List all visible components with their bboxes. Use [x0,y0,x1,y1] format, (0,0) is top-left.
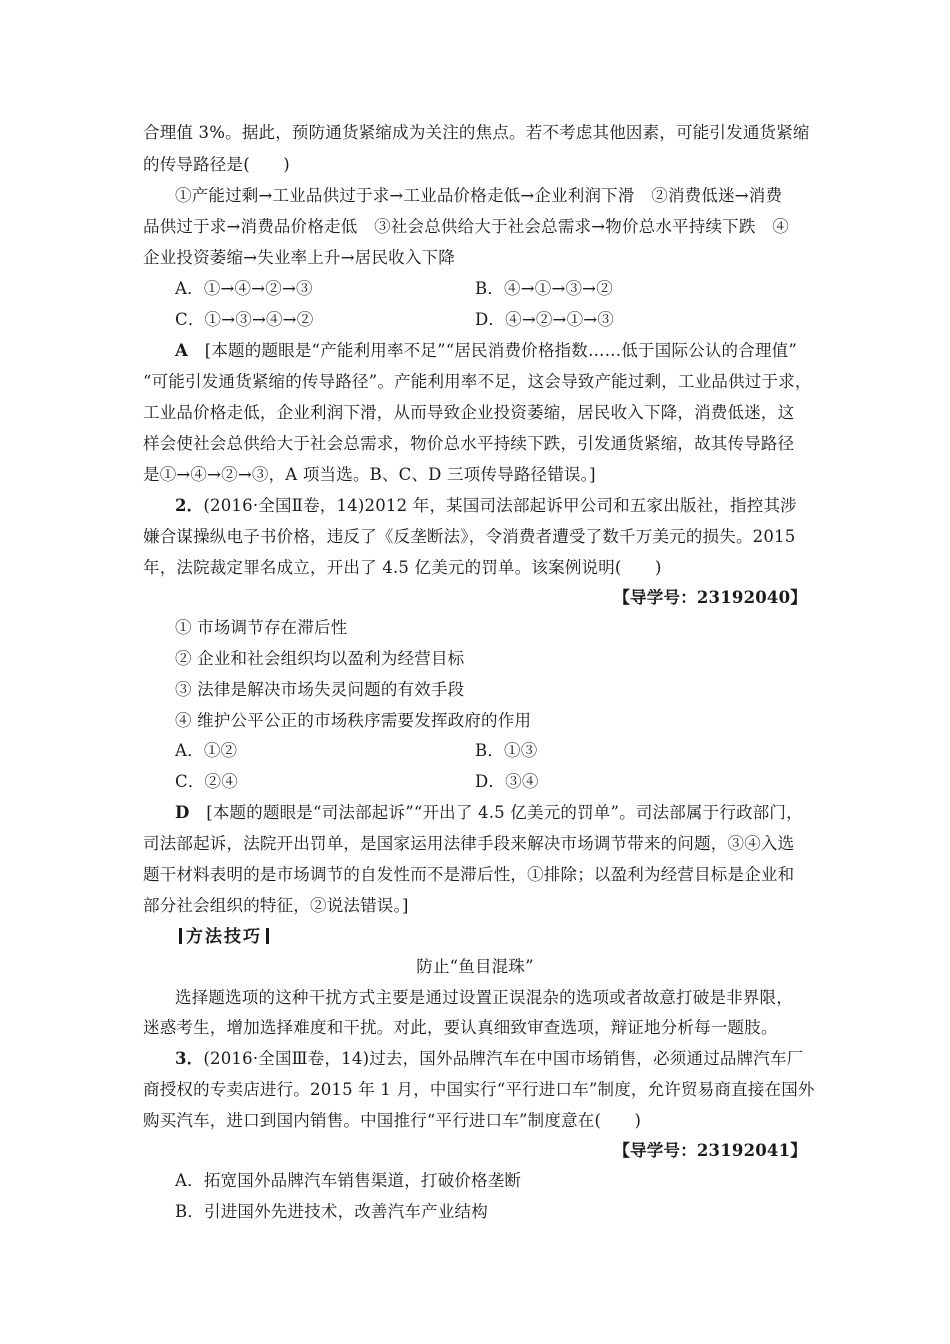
q2-item-2: ② 企业和社会组织均以盈利为经营目标 [175,649,465,668]
q2-stem-line-1 [175,496,797,516]
q2-item-3: ③ 法律是解决市场失灵问题的有效手段 [175,680,465,699]
method-heading [175,927,273,947]
q2-answer-letter: D [175,803,190,822]
q2-stem-line-2: 嫌合谋操纵电子书价格，违反了《反垄断法》，令消费者遭受了数千万美元的损失。2015 [143,527,796,546]
q1-analysis-line-3: 工业品价格走低，企业利润下滑，从而导致企业投资萎缩，居民收入下降，消费低迷，这 [143,403,795,422]
method-line-2: 迷惑考生，增加选择难度和干扰。对此，要认真细致审查选项，辩证地分析每一题肢。 [143,1018,778,1037]
q2-analysis-line-4: 部分社会组织的特征，②说法错误。] [143,896,409,915]
q3-number: 3． [175,1049,204,1068]
q1-option-a: A．①→④→②→③ [175,279,313,298]
heading-bar-right [266,928,269,944]
q2-number: 2． [175,496,204,515]
q2-stem-line-3: 年，法院裁定罪名成立，开出了 4.5 亿美元的罚单。该案例说明( ) [143,558,662,577]
q2-analysis-text-1: [本题的题眼是“司法部起诉”“开出了 4.5 亿美元的罚单”。司法部属于行政部门， [189,803,803,822]
q1-option-b: B．④→①→③→② [475,279,613,298]
q1-analysis-text-1: [本题的题眼是“产能利用率不足”“居民消费价格指数……低于国际公认的合理值” [188,341,797,360]
q1-option-c: C．①→③→④→② [175,310,314,329]
q3-stem-line-2: 商授权的专卖店进行。2015 年 1 月，中国实行“平行进口车”制度，允许贸易商直接在国外 [143,1080,815,1099]
q2-analysis-line-2: 司法部起诉，法院开出罚单，是国家运用法律手段来解决市场调节带来的问题，③④入选 [143,834,795,853]
q2-option-d: D．③④ [475,772,539,791]
method-heading-text: 方法技巧 [186,927,262,947]
q3-stem-line-1 [175,1049,803,1069]
q1-option-d: D．④→②→①→③ [475,310,615,329]
q2-item-1: ① 市场调节存在滞后性 [175,618,348,637]
q1-analysis-line-4: 样会使社会总供给大于社会总需求，物价总水平持续下跌，引发通货紧缩，故其传导路径 [143,434,795,453]
q2-option-a: A．①② [175,741,238,760]
q1-analysis-line-2: “可能引发通货紧缩的传导路径”。产能利用率不足，这会导致产能过剩，工业品供过于求， [143,372,812,391]
q1-item-line-3: 企业投资萎缩→失业率上升→居民收入下降 [143,248,455,267]
q3-stem-line-3: 购买汽车，进口到国内销售。中国推行“平行进口车”制度意在( ) [143,1111,642,1130]
heading-bar-left [179,928,182,944]
q2-item-4: ④ 维护公平公正的市场秩序需要发挥政府的作用 [175,711,532,730]
q1-analysis-line-5: 是①→④→②→③，A 项当选。B、C、D 三项传导路径错误。] [143,465,596,484]
q2-stem-text-1: (2016·全国Ⅱ卷，14)2012 年，某国司法部起诉甲公司和五家出版社，指控其涉 [203,496,797,515]
method-title: 防止“鱼目混珠” [416,957,534,976]
q1-stem-line-2: 的传导路径是( ) [143,155,290,174]
q3-option-b: B．引进国外先进技术，改善汽车产业结构 [175,1202,488,1221]
q3-stem-text-1: (2016·全国Ⅲ卷，14)过去，国外品牌汽车在中国市场销售，必须通过品牌汽车厂 [203,1049,804,1068]
q2-guide-number: 【导学号：23192040】 [613,588,807,607]
method-line-1: 选择题选项的这种干扰方式主要是通过设置正误混杂的选项或者故意打破是非界限， [175,988,793,1007]
q1-stem-line-1: 合理值 3%。据此，预防通货紧缩成为关注的焦点。若不考虑其他因素，可能引发通货紧缩 [143,123,810,142]
q1-item-line-2: 品供过于求→消费品价格走低 ③社会总供给大于社会总需求→物价总水平持续下跌 ④ [143,217,789,236]
q1-analysis-line-1 [175,341,797,361]
q2-option-b: B．①③ [475,741,538,760]
q3-option-a: A．拓宽国外品牌汽车销售渠道，打破价格垄断 [175,1171,522,1190]
q3-guide-number: 【导学号：23192041】 [613,1141,807,1160]
q2-analysis-line-1 [175,803,803,823]
q2-option-c: C．②④ [175,772,238,791]
q2-analysis-line-3: 题干材料表明的是市场调节的自发性而不是滞后性，①排除；以盈利为经营目标是企业和 [143,865,795,884]
q1-item-line-1: ①产能过剩→工业品供过于求→工业品价格走低→企业利润下滑 ②消费低迷→消费 [175,186,783,205]
q1-answer-letter: A [175,341,189,360]
